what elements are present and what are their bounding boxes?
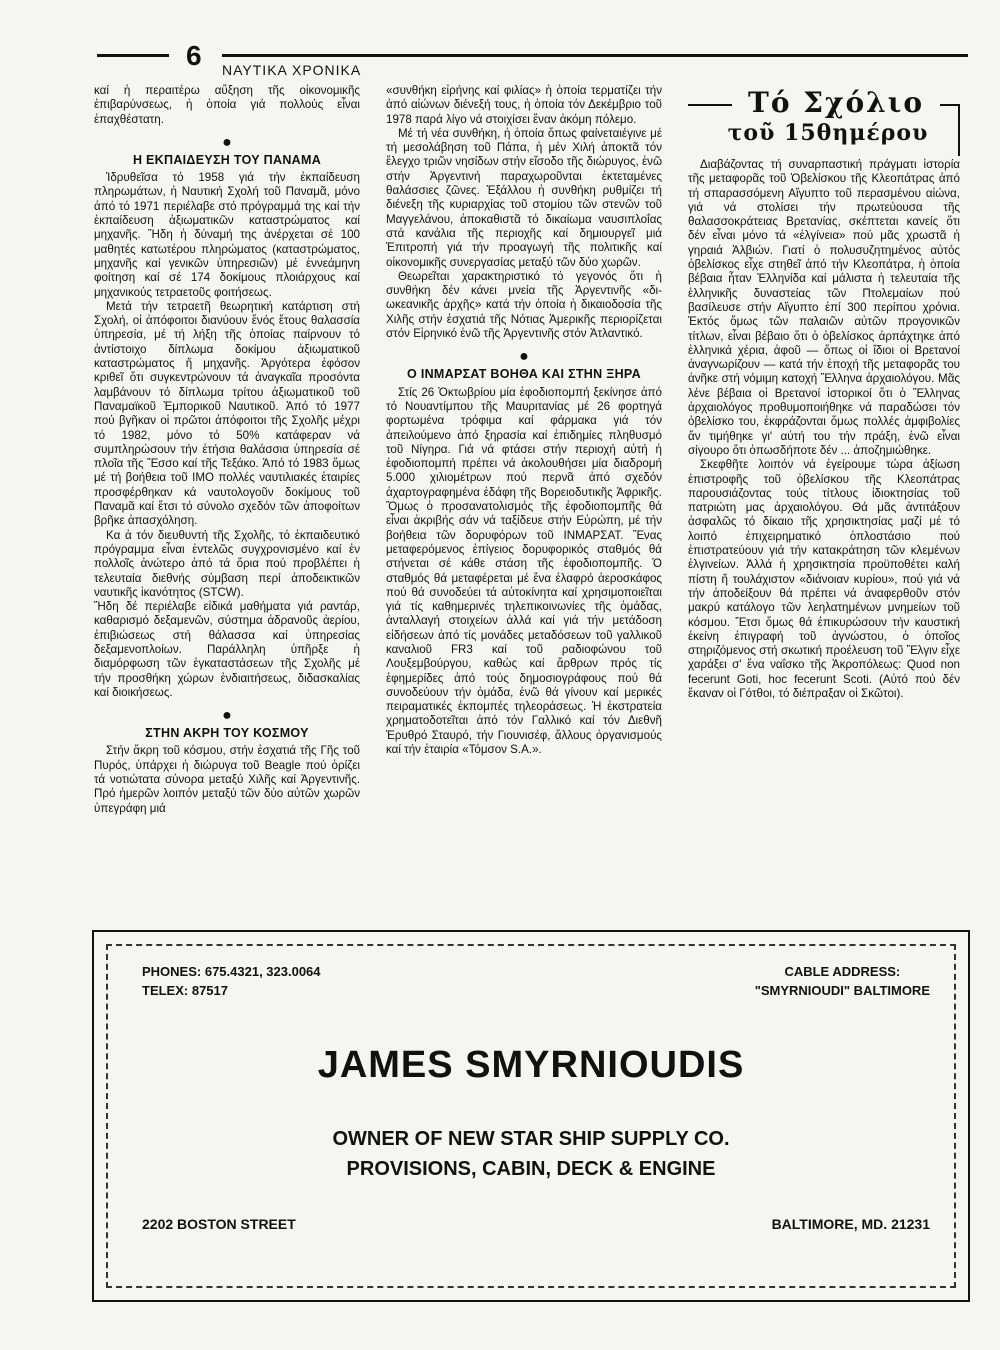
column-middle xyxy=(386,84,662,757)
paragraph: καί ἡ περαιτέρω αὔξηση τῆς οἰκονομικῆς ἐπιβαρύνσεως, ἡ ὁποία γιά πολλούς εἶναι ἐπαχθέστατη. xyxy=(94,84,360,126)
ad-phones: PHONES: 675.4321, 323.0064 xyxy=(142,964,321,979)
ad-street: 2202 BOSTON STREET xyxy=(142,1216,296,1232)
paragraph: Θεωρεῖται χαρακτηριστικό τό γεγονός ὅτι ἡ συνθήκη δέν κάνει μνεία τῆς Ἀργεντινῆς «δι-ωκεανικῆς ἀρχῆς» κατά τήν ὁποία ἡ δικαιοδοσία τῆς Χιλῆς στήν ἐσχατιά τῆς Νότιας Ἀμερικῆς περιορίζεται στόν Εἰρηνικό ἐνῶ τῆς Ἀργεντινῆς στόν Ἀτλαντικό. xyxy=(386,269,662,341)
ad-city: BALTIMORE, MD. 21231 xyxy=(771,1216,930,1232)
ad-contact xyxy=(142,962,321,1000)
paragraph: Διαβάζοντας τή συναρπαστική πράγματι ἱστορία τῆς μεταφορᾶς τοῦ Ὀβελίσκου τῆς Κλεοπάτρας ἀπό τή σπαρασσόμενη Αἴγυπτο τοῦ περασμένου αἰώνα, γιά νά στολίσει τήν πρωτεύουσα τῆς θαλασσοκράτειας Βρετανίας, σκέπτεται κανείς ὅτι δέν εἶναι μόνο τά «ἐλγίνεια» πού μᾶς χρωστᾶ ἡ γηραιά Ἀλβιών. Γιατί ὁ πολυσυζητημένος αὐτός ὀβελίσκος εἶχε στηθεῖ ἀπό τήν Κλεοπάτρα, ἡ ὁποία βέβαια ἦταν Ἑλληνίδα καί μάλιστα ἡ τελευταία τῆς ἑλληνικῆς δυναστείας τῶν Πτολεμαίων πού βασίλευσε στήν Αἴγυπτο ἐπί 300 περίπου χρόνια. Ἐκτός ὅμως τῶν παλαιῶν αὐτῶν προγονικῶν τίτλων, εἶναι βέβαιο ὅτι ὁ ὀβελίσκος ἀρπάχτηκε ἀπό ἑλληνικά χέρια, ἀφοῦ — ὅπως οἱ ἴδιοι οἱ Βρετανοί ἀναγνωρίζουν — κατά τήν ἐποχή τῆς μεταφορᾶς του ἀνῆκε στή νόμιμη κατοχή Ἕλληνα ἀρχαιολόγου. Μᾶς λένε βέβαια οἱ Βρετανοί ἱστορικοί ὅτι ὁ Ἕλληνας ἀρχαιολόγος προθυμοποιήθηκε νά παραδώσει τόν ὀβελίσκο του, ἐκφράζονται ὅμως πολλές ἀμφιβολίες ἄν τιμήθηκε γι' αὐτή του τήν πράξη, ἐνῶ εἶναι σίγουρο ὅτι ὁπωσδήποτε δέν ... ἀποζημιώθηκε. xyxy=(688,158,960,457)
headline-inmarsat: Ο ΙΝΜΑΡΣΑΤ ΒΟΗΘΑ ΚΑΙ ΣΤΗΝ ΞΗΡΑ xyxy=(407,367,641,382)
ad-telex: TELEX: 87517 xyxy=(142,983,228,998)
header-rule-right xyxy=(222,54,968,57)
editorial-title: Τό Σχόλιο xyxy=(747,86,924,119)
ad-owner-line1: OWNER OF NEW STAR SHIP SUPPLY CO. xyxy=(332,1128,730,1150)
ad-owner xyxy=(94,1124,968,1184)
paragraph: Στήν ἄκρη τοῦ κόσμου, στήν ἐσχατιά τῆς Γῆς τοῦ Πυρός, ὑπάρχει ἡ διώρυγα τοῦ Beagle πού ὁρίζει τά νοτιώτατα σύνορα μεταξύ Χιλῆς καί Ἀργεντινῆς. Πρό ἡμερῶν λοιπόν μεταξύ τῶν δύο αὐτῶν χωρῶν ὑπεγράφη μιά xyxy=(94,744,360,815)
paragraph: Ἤδη δέ περιέλαβε εἰδικά μαθήματα γιά ραντάρ, καθαρισμό δεξαμενῶν, σύστημα ἀδρανοῦς ἀερίου, ἐπιβιώσεως στή θάλασσα καί ὑπηρεσίας δεξαμενοπλοίων. Παράλληλη ὑπῆρξε ἡ διαμόρφωση τῶν ἐγκαταστάσεων τῆς Σχολῆς μέ τήν προσθήκη χώρων ἐνδιαιτήσεως, διδασκαλίας καί διοικήσεως. xyxy=(94,600,360,699)
headline-end-of-world: ΣΤΗΝ ΑΚΡΗ ΤΟΥ ΚΟΣΜΟΥ xyxy=(145,726,309,741)
editorial-subtitle: τοῦ 15θημέρου xyxy=(727,120,929,146)
editorial-rule-right xyxy=(940,104,960,106)
headline-panama-education: Η ΕΚΠΑΙΔΕΥΣΗ ΤΟΥ ΠΑΝΑΜΑ xyxy=(132,152,322,167)
editorial-rule-side xyxy=(958,104,960,156)
ad-owner-line2: PROVISIONS, CABIN, DECK & ENGINE xyxy=(346,1158,716,1180)
newspaper-title: ΝΑΥΤΙΚΑ ΧΡΟΝΙΚΑ xyxy=(222,62,362,78)
paragraph: Σκεφθῆτε λοιπόν νά ἐγείρουμε τώρα ἀξίωση ἐπιστροφῆς τοῦ ὀβελίσκου τῆς Κλεοπάτρας παρουσιάζοντας τούς τίτλους ἰδιοκτησίας τοῦ πατριώτη μας ἀρχαιολόγου. Θά μᾶς ἀντιτάξουν ἀσφαλῶς τό δίκαιο τῆς χρησικτησίας μαζί μέ τό λοιπό ἐπιχειρηματικό ὁπλοστάσιο πού ἐπιστρατεύουν γιά τήν κατακράτηση τῶν κλεμένων ἐλγινείων. Ἀλλά ἡ χρησικτησία προϋποθέτει καλή πίστη ἤ τουλάχιστον «διάνοιαν κυρίου», πού γιά νά τήν ἀποδείξουν θά πρέπει νά ἀναφερθοῦν στόν μακρύ κατάλογο τῶν λεηλατημένων μνημείων τοῦ κόσμου. Ἔτσι ὅμως θά ἐπικυρώσουν τήν καυστική ἐκείνη ἐπιγραφή τοῦ ἀγνώστου, ὁ ὁποῖος στηριζόμενος στή σκωτική προέλευση τοῦ Ἔλγιν εἶχε χαράξει σ' ἕνα ναΐσκο τῆς Ἀκροπόλεως: Quod non fecerunt Goti, hoc fecerunt Scoti. (Αὐτό πού δέν ἔκαναν οἱ Γότθοι, τό διέπραξαν οἱ Σκῶτοι). xyxy=(688,458,960,700)
paragraph: Ἱδρυθεῖσα τό 1958 γιά τήν ἐκπαίδευση πληρωμάτων, ἡ Ναυτική Σχολή τοῦ Παναμᾶ, μόνο ἀπό τό 1971 περιέλαβε στό πρόγραμμά της καί τήν ἐκπαίδευση ἀξιωματικῶν καταστρώματος καί μηχανῆς. Ἤδη ἡ δύναμή της ἀνέρχεται σέ 100 μαθητές κατωτέρου πληρώματος (καταστρώματος, μηχανῆς καί γενικῶν ὑπηρεσιῶν) μέ ἐννεάμηνη φοίτηση καί σέ 174 δοκίμους πλοιάρχους καί μηχανικούς τετραετοῦς φοιτήσεως. xyxy=(94,171,360,299)
bullet-separator: ● xyxy=(222,133,232,151)
editorial-rule-left xyxy=(688,104,732,106)
paragraph: Μετά τήν τετραετῆ θεωρητική κατάρτιση στή Σχολή, οἱ ἀπόφοιτοι διανύουν ἕνός ἔτους θαλασσία ὑπηρεσία, μέ τή λήξη τῆς ὁποίας παίρνουν τό ἀντίστοιχο δίπλωμα δοκίμου ἀξιωματικοῦ καταστρώματος ἤ μηχανῆς. Ἀργότερα ἐφόσον κριθεῖ ὅτι συγκεντρώνουν τά ἀναγκαῖα προσόντα λαμβάνουν τό δίπλωμα τρίτου ἀξιωματικοῦ τοῦ Παναμαϊκοῦ Ἐμπορικοῦ Ναυτικοῦ. Ἀπό τό 1977 πού βγῆκαν οἱ πρῶτοι ἀπόφοιτοι τῆς Σχολῆς μέχρι τό 1982, μόνο τό 50% κατάφεραν νά συμπληρώσουν τήν ἐτήσια θαλάσσια ὑπηρεσία σέ πλοῖα τῆς Ἔσσο καί τῆς Τεξάκο. Ἀπό τό 1983 ὅμως μέ τή βοήθεια τοῦ ΙΜΟ πολλές ναυτιλιακές ἑταιρίες προσφέρθηκαν κά ναυτολογοῦν δοκίμους τοῦ Παναμᾶ καί ἔτσι τό σύνολο σχεδόν τῶν ἀποφοίτων βρῆκε ἀπασχόληση. xyxy=(94,299,360,528)
page-number: 6 xyxy=(186,40,202,71)
advertisement xyxy=(92,930,970,1302)
paragraph: Κα ἀ τόν διευθυντή τῆς Σχολῆς, τό ἐκπαιδευτικό πρόγραμμα εἶναι ἐντελῶς συγχρονισμένο καί ἐν πολλοῖς ἀνώτερο ἀπό τά ὅρια πού προβλέπει ἡ τελευταία διεθνής σύμβαση περί ἀποδεικτικῶν ναυτικῆς ἱκανότητος (STCW). xyxy=(94,528,360,599)
bullet-separator: ● xyxy=(222,707,232,725)
paragraph: Στίς 26 Ὀκτωβρίου μία ἐφοδιοπομπή ξεκίνησε ἀπό τό Νουαντίμπου τῆς Μαυριτανίας μέ 26 φορτηγά φορτωμένα τρόφιμα καί φάρμακα γιά τόν ἀπειλούμενο ἀπό ξηρασία καί ἐπιδημίες πληθυσμό τοῦ Νίγηρα. Γιά νά φτάσει στήν περιοχή αὐτή ἡ ἐφοδιοπομπή πρέπει νά ἀκολουθήσει μία διαδρομή 5.000 χιλιομέτρων πού περνᾶ ἀπό σχεδόν ἀχαρτογραφημένα ἐδάφη τῆς Βορειοδυτικῆς Ἀφρικῆς. Ὅμως ὁ προσανατολισμός τῆς ἐφοδιοπομπῆς θά εἶναι ἀκριβής σάν νά ταξίδευε στήν Εὐρώπη, μέ τήν βοήθεια τῶν δορυφόρων τοῦ ΙΝΜΑΡΣΑΤ. Ἕνας μεταφερόμενος ἐπίγειος δορυφορικός σταθμός θά στήνεται σέ κάθε στάση τῆς ἐφοδιοπομπῆς. Ὁ σταθμός θά μεταφέρεται μέ ἕνα ἐλαφρό ἀεροσκάφος πού θά συνοδεύει τά αὐτοκίνητα καί χρησιμοποιεῖται γιά τίς καθημερινές τηλεπικοινωνίες τῆς ὁμάδας, ἀνταλλαγή στοιχείων ἀλλά καί γιά τήν μετάδοση εἰδήσεων ἀπό τίς μονάδες μεταδόσεων τοῦ γαλλικοῦ καναλιοῦ FR3 καί τοῦ ραδιοφώνου τοῦ Λουξεμβούργου, καθώς καί ἄρθρων πρός τίς ἐφημερίδες ἀπό τούς δημοσιογράφους πού θά συνοδεύουν τήν ὁμάδα, ἐνῶ θά γίνουν καί μερικές πειραματικές ἐκπομπές τηλεοράσεως. Ἡ ἐκστρατεία χρηματοδοτεῖται ἀπό τόν Γαλλικό καί τόν Διεθνῆ Ἐρυθρό Σταυρό, τήν Γιουνισέφ, ἄλλους ὀργανισμούς καί τήν ἑταιρία «Τόμσον S.A.». xyxy=(386,385,662,757)
ad-cable-value: "SMYRNIOUDI" BALTIMORE xyxy=(754,983,930,998)
paragraph: «συνθήκη εἰρήνης καί φιλίας» ἡ ὁποία τερματίζει τήν ἀπό αἰώνων διένεξή τους, ἡ ὁποία τόν Δεκέμβριο τοῦ 1978 παρά λίγο νά στοιχίσει ἕναν ἀκόμη πόλεμο. xyxy=(386,84,662,126)
header-rule-left xyxy=(97,54,169,57)
column-editorial xyxy=(688,158,960,701)
ad-cable xyxy=(755,962,930,1000)
ad-name: JAMES SMYRNIOUDIS xyxy=(317,1044,745,1086)
bullet-separator: ● xyxy=(519,348,529,366)
ad-cable-label: CABLE ADDRESS: xyxy=(784,964,901,979)
column-left xyxy=(94,84,360,816)
editorial-heading xyxy=(688,86,960,154)
paragraph: Μέ τή νέα συνθήκη, ἡ ὁποία ὅπως φαίνεταιέγινε μέ τή μεσολάβηση τοῦ Πάπα, ἡ μέν Χιλή ἀποκτᾶ τόν ἔλεγχο τριῶν νησίδων στήν εἴσοδο τῆς διώρυγος, ἐνῶ στήν Ἀργεντινή παραχωροῦνται ἐκτεταμένες θαλάσσιες ζῶνες. Ἐξάλλου ἡ συνθήκη ρυθμίζει τή διένεξη τῆς κυριαρχίας τοῦ στομίου τῶν στενῶν τοῦ Μαγγελάνου, ἀποκαθιστᾶ τό δικαίωμα ναυσιπλοΐας στά κανάλια τῆς περιοχῆς καί δημιουργεῖ μιά Ἐπιτροπή γιά τήν προαγωγή τῆς πολιτικῆς καί οἰκονομικῆς συνεργασίας μεταξύ τῶν δύο χωρῶν. xyxy=(386,126,662,269)
